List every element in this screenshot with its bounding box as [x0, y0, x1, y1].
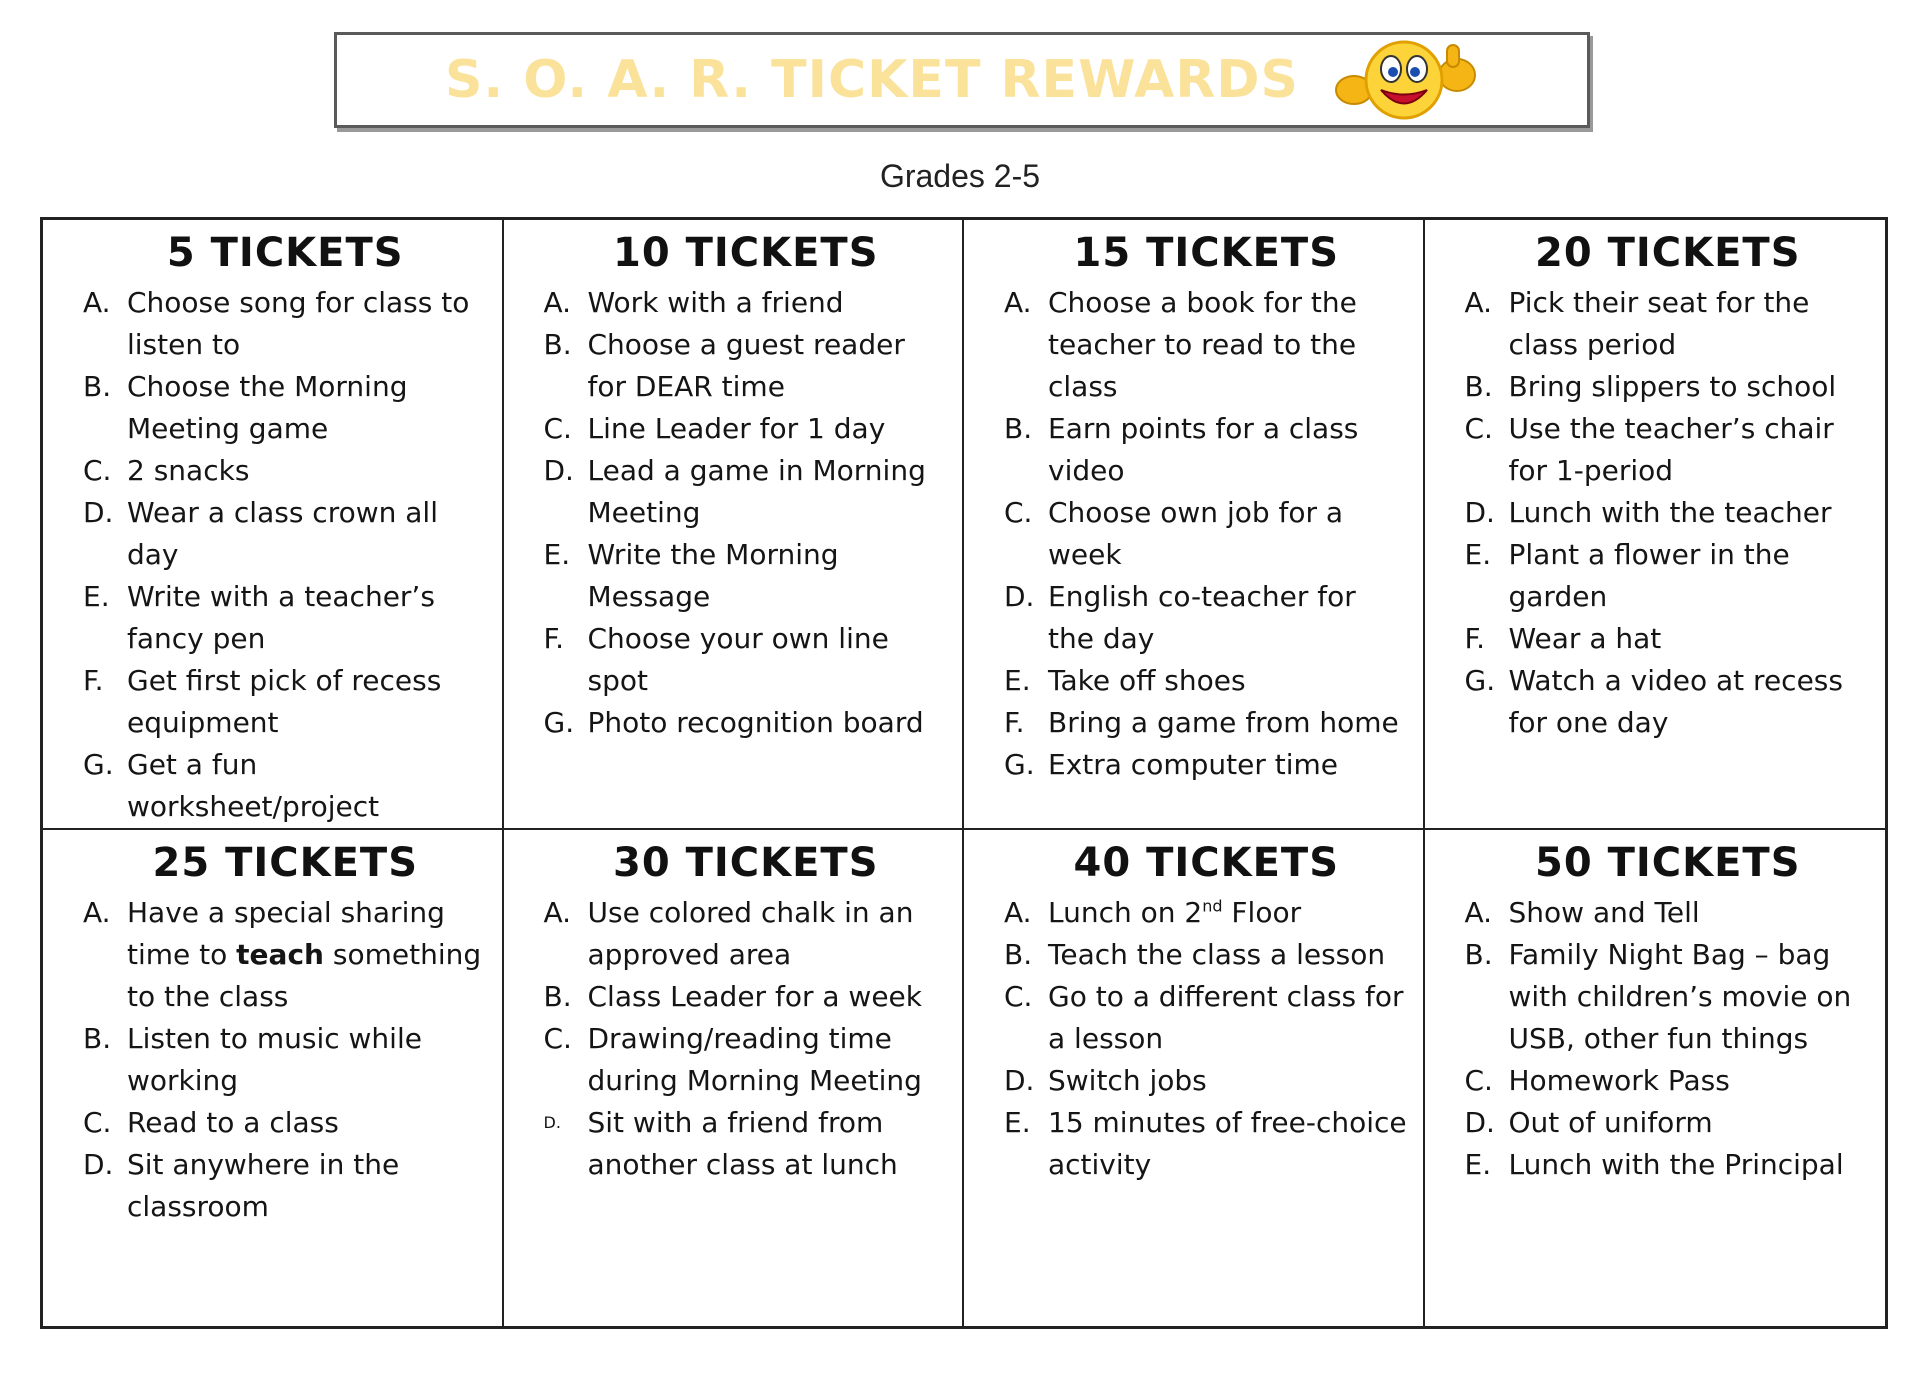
- item-text: Read to a class: [127, 1106, 339, 1139]
- item-letter: C.: [1004, 980, 1033, 1013]
- item-text: Watch a video at recess for one day: [1508, 664, 1843, 739]
- reward-list: [544, 892, 949, 1186]
- item-text: Get a fun worksheet/project: [127, 748, 380, 823]
- list-item: [83, 1102, 488, 1144]
- reward-tier-25: [43, 830, 504, 1326]
- list-item: [1465, 282, 1872, 366]
- item-text: Show and Tell: [1508, 896, 1700, 929]
- item-letter: F.: [83, 664, 104, 697]
- list-item: [1004, 408, 1409, 492]
- item-letter: D.: [1004, 1064, 1035, 1097]
- reward-tier-50: [1425, 830, 1886, 1326]
- tier-title: 30 TICKETS: [612, 840, 879, 886]
- item-text: Teach the class a lesson: [1048, 938, 1386, 971]
- list-item: [83, 576, 488, 660]
- item-text: Out of uniform: [1508, 1106, 1713, 1139]
- item-letter: D.: [1464, 1106, 1495, 1139]
- item-letter: F.: [1004, 706, 1025, 739]
- item-letter: G.: [83, 748, 114, 781]
- list-item: [1465, 618, 1872, 660]
- list-item: [1465, 366, 1872, 408]
- item-letter: G.: [1464, 664, 1496, 697]
- item-text: Lunch on 2nd Floor: [1048, 896, 1302, 929]
- tier-title: 50 TICKETS: [1534, 840, 1801, 886]
- item-letter: C.: [543, 1022, 572, 1055]
- item-text: Choose a book for the teacher to read to the class: [1048, 286, 1357, 403]
- list-item: [1004, 492, 1409, 576]
- item-letter: D.: [543, 454, 574, 487]
- reward-list: [1004, 892, 1409, 1186]
- item-letter: A.: [1004, 896, 1032, 929]
- list-item: [544, 702, 949, 744]
- item-text: Wear a class crown all day: [127, 496, 438, 571]
- item-text: Drawing/reading time during Morning Meeting: [587, 1022, 922, 1097]
- item-letter: F.: [1464, 622, 1486, 655]
- item-text: Family Night Bag – bag with children’s movie on USB, other fun things: [1508, 938, 1852, 1055]
- tier-title: 25 TICKETS: [152, 840, 419, 886]
- reward-list: [544, 282, 949, 744]
- list-item: [544, 618, 949, 702]
- item-text: 15 minutes of free-choice activity: [1048, 1106, 1407, 1181]
- ordinal-suffix: nd: [1202, 896, 1223, 916]
- reward-tier-20: [1425, 220, 1886, 830]
- item-letter: A.: [1464, 896, 1493, 929]
- list-item: [83, 1018, 488, 1102]
- list-item: [1004, 1060, 1409, 1102]
- reward-list: [83, 892, 488, 1228]
- item-letter: B.: [1464, 370, 1493, 403]
- item-text: Lead a game in Morning Meeting: [587, 454, 926, 529]
- item-letter: D.: [83, 1148, 114, 1181]
- reward-tier-10: [504, 220, 965, 830]
- item-letter: A.: [543, 896, 572, 929]
- list-item: [544, 892, 949, 976]
- item-letter: C.: [83, 1106, 112, 1139]
- list-item: [544, 408, 949, 450]
- item-text: Sit with a friend from another class at lunch: [587, 1106, 898, 1181]
- item-text: Use the teacher’s chair for 1-period: [1508, 412, 1834, 487]
- item-letter: B.: [1004, 938, 1033, 971]
- reward-tier-5: [43, 220, 504, 830]
- list-item: [544, 1018, 949, 1102]
- list-item: [1004, 576, 1409, 660]
- item-letter: A.: [83, 896, 111, 929]
- list-item: [1465, 1060, 1872, 1102]
- item-letter: B.: [1464, 938, 1493, 971]
- list-item: [83, 744, 488, 828]
- list-item: [1004, 892, 1409, 934]
- list-item: [83, 1144, 488, 1228]
- list-item: [83, 282, 488, 366]
- item-letter: D.: [543, 1113, 561, 1132]
- title-banner: [334, 32, 1590, 128]
- item-letter: E.: [543, 538, 571, 571]
- list-item: [1465, 1144, 1872, 1186]
- list-item: [1465, 660, 1872, 744]
- item-text: Listen to music while working: [127, 1022, 422, 1097]
- grade-range: Grades 2-5: [879, 158, 1041, 194]
- item-text: Have a special sharing time to teach something to the class: [127, 896, 482, 1013]
- item-text: Extra computer time: [1048, 748, 1339, 781]
- list-item: [1004, 282, 1409, 408]
- reward-list: [83, 282, 488, 828]
- item-letter: G.: [543, 706, 575, 739]
- item-text: Lunch with the teacher: [1508, 496, 1832, 529]
- reward-list: [1465, 892, 1872, 1186]
- tier-title: 15 TICKETS: [1073, 230, 1340, 276]
- list-item: [83, 660, 488, 744]
- reward-tier-40: [964, 830, 1425, 1326]
- item-text: Write the Morning Message: [587, 538, 839, 613]
- list-item: [1465, 408, 1872, 492]
- reward-tier-15: [964, 220, 1425, 830]
- tier-title: 5 TICKETS: [166, 230, 404, 276]
- list-item: [1004, 976, 1409, 1060]
- item-text: Choose own job for a week: [1048, 496, 1344, 571]
- item-letter: C.: [1004, 496, 1033, 529]
- list-item: [1465, 892, 1872, 934]
- reward-tier-30: [504, 830, 965, 1326]
- list-item: [83, 366, 488, 450]
- item-text: Bring a game from home: [1048, 706, 1399, 739]
- item-text: Get first pick of recess equipment: [127, 664, 442, 739]
- item-letter: D.: [1004, 580, 1035, 613]
- list-item: [1004, 660, 1409, 702]
- item-letter: E.: [83, 580, 110, 613]
- item-text: Choose the Morning Meeting game: [127, 370, 408, 445]
- item-text: Work with a friend: [587, 286, 844, 319]
- item-letter: B.: [83, 370, 112, 403]
- item-text: Class Leader for a week: [587, 980, 922, 1013]
- reward-list: [1004, 282, 1409, 786]
- item-text: Earn points for a class video: [1048, 412, 1359, 487]
- tier-title: 40 TICKETS: [1073, 840, 1340, 886]
- item-letter: B.: [543, 328, 572, 361]
- list-item: [1004, 1102, 1409, 1186]
- item-letter: B.: [543, 980, 572, 1013]
- list-item: [83, 450, 488, 492]
- reward-list: [1465, 282, 1872, 744]
- item-letter: F.: [543, 622, 565, 655]
- list-item: [83, 492, 488, 576]
- item-text: Wear a hat: [1508, 622, 1662, 655]
- item-letter: E.: [1464, 538, 1492, 571]
- list-item: [544, 534, 949, 618]
- item-text: Photo recognition board: [587, 706, 924, 739]
- item-letter: C.: [543, 412, 572, 445]
- item-text: Take off shoes: [1048, 664, 1246, 697]
- list-item: [1004, 702, 1409, 744]
- item-text: Switch jobs: [1048, 1064, 1207, 1097]
- item-letter: C.: [1464, 412, 1493, 445]
- smiley-thumbs-up-icon: [1329, 35, 1479, 125]
- item-letter: E.: [1004, 1106, 1031, 1139]
- item-letter: C.: [83, 454, 112, 487]
- rewards-table: [40, 217, 1888, 1329]
- item-text: Write with a teacher’s fancy pen: [127, 580, 435, 655]
- emphasis-text: teach: [236, 938, 324, 971]
- tier-title: 10 TICKETS: [612, 230, 879, 276]
- item-letter: D.: [1464, 496, 1495, 529]
- item-text: 2 snacks: [127, 454, 250, 487]
- item-letter: A.: [1464, 286, 1493, 319]
- list-item: [1465, 934, 1872, 1060]
- item-letter: A.: [1004, 286, 1032, 319]
- item-text: Bring slippers to school: [1508, 370, 1837, 403]
- list-item: [1465, 1102, 1872, 1144]
- item-letter: A.: [543, 286, 572, 319]
- list-item: [544, 450, 949, 534]
- item-letter: A.: [83, 286, 111, 319]
- tier-title: 20 TICKETS: [1534, 230, 1801, 276]
- item-letter: C.: [1464, 1064, 1493, 1097]
- list-item: [83, 892, 488, 1018]
- item-text: Choose song for class to listen to: [127, 286, 470, 361]
- item-text: Line Leader for 1 day: [587, 412, 886, 445]
- item-text: Go to a different class for a lesson: [1048, 980, 1404, 1055]
- item-letter: B.: [1004, 412, 1033, 445]
- item-text: Plant a flower in the garden: [1508, 538, 1790, 613]
- item-text: English co-teacher for the day: [1048, 580, 1356, 655]
- list-item: [544, 324, 949, 408]
- item-letter: E.: [1004, 664, 1031, 697]
- item-letter: D.: [83, 496, 114, 529]
- item-text: Sit anywhere in the classroom: [127, 1148, 400, 1223]
- list-item: [1465, 534, 1872, 618]
- list-item: [1465, 492, 1872, 534]
- page-title: S. O. A. R. TICKET REWARDS: [444, 50, 1299, 110]
- list-item: [544, 1102, 949, 1186]
- list-item: [1004, 934, 1409, 976]
- item-text: Choose a guest reader for DEAR time: [587, 328, 905, 403]
- item-text: Use colored chalk in an approved area: [587, 896, 914, 971]
- item-letter: G.: [1004, 748, 1035, 781]
- list-item: [544, 282, 949, 324]
- item-text: Lunch with the Principal: [1508, 1148, 1844, 1181]
- item-letter: B.: [83, 1022, 112, 1055]
- item-letter: E.: [1464, 1148, 1492, 1181]
- item-text: Homework Pass: [1508, 1064, 1730, 1097]
- item-text: Choose your own line spot: [587, 622, 889, 697]
- list-item: [544, 976, 949, 1018]
- item-text: Pick their seat for the class period: [1508, 286, 1810, 361]
- list-item: [1004, 744, 1409, 786]
